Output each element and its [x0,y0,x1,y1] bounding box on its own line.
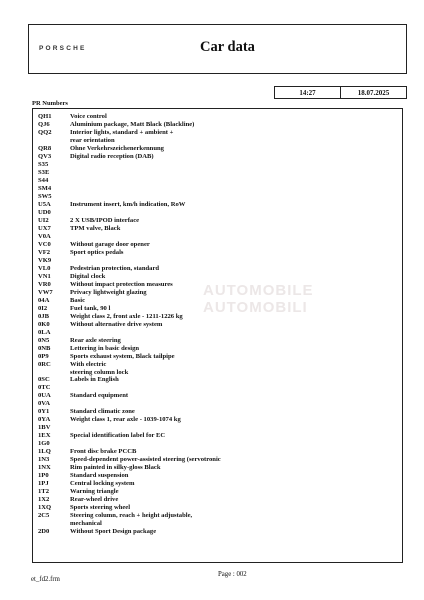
pr-description: Fuel tank, 90 l [70,304,111,312]
list-item [38,185,398,193]
list-item [38,408,398,416]
pr-code: 1P0 [38,472,49,480]
pr-description: Weight class 1, rear axle - 1039-1074 kg [70,416,181,424]
pr-description: Without garage door opener [70,240,150,248]
pr-description [70,209,398,217]
list-item [38,520,398,528]
pr-code: 0JB [38,312,49,320]
list-item [38,329,398,337]
time-cell: 14:27 [299,88,316,97]
section-label: PR Numbers [32,100,68,107]
list-item [38,456,398,464]
list-item [38,137,398,145]
pr-code: 0P9 [38,352,49,360]
pr-code: 1N3 [38,456,50,464]
pr-description [70,257,398,265]
pr-code: 1XQ [38,504,52,512]
pr-description: TPM valve, Black [70,224,121,232]
pr-code: UD0 [38,208,51,216]
pr-code: 0I2 [38,304,48,312]
brand-logo: PORSCHE [39,45,87,52]
pr-description: Aluminium package, Matt Black (Blackline) [70,120,195,128]
pr-code: 1T2 [38,488,49,496]
pr-code: S44 [38,176,49,184]
pr-code: 0NB [38,344,51,352]
list-item [38,321,398,329]
pr-code: 0TC [38,384,51,392]
pr-code: 0LA [38,328,51,336]
header-box [28,24,407,74]
list-item [38,416,398,424]
pr-code [38,520,70,528]
pr-description [70,440,398,448]
pr-code: UX7 [38,224,51,232]
list-item [38,464,398,472]
pr-description: Instrument insert, km/h indication, RoW [70,200,186,208]
date-cell: 18.07.2025 [340,87,406,98]
pr-description [70,384,398,392]
pr-numbers-list [38,113,398,536]
pr-description: Pedestrian protection, standard [70,264,160,272]
pr-code: QQ2 [38,128,52,136]
watermark-line: AUTOMOBILI [203,299,308,316]
list-item [38,424,398,432]
pr-code: QR8 [38,144,52,152]
pr-code: 0Y1 [38,408,50,416]
pr-code: 2D0 [38,528,50,536]
pr-description [70,424,398,432]
pr-code: 0RC [38,360,51,368]
pr-code: 0N5 [38,336,50,344]
list-item [38,257,398,265]
pr-description [70,169,398,177]
pr-code: 1PJ [38,480,49,488]
list-item [38,153,398,161]
list-item [38,512,398,520]
pr-numbers-box [32,108,403,563]
pr-description: Standard climatic zone [70,408,135,416]
pr-description: 2 X USB/IPOD interface [70,216,140,224]
pr-description: Sport optics pedals [70,248,124,256]
list-item [38,432,398,440]
pr-description: Without Sport Design package [70,528,157,536]
list-item [38,480,398,488]
pr-code: 0SC [38,376,50,384]
watermark-line: AUTOMOBILE [203,282,314,299]
list-item [38,201,398,209]
pr-description: mechanical [70,520,102,528]
pr-description [70,185,398,193]
pr-description: Front disc brake PCCB [70,448,137,456]
pr-code: 1LQ [38,448,51,456]
pr-description: rear orientation [70,136,115,144]
pr-code: 1X2 [38,496,50,504]
list-item [38,177,398,185]
list-item [38,161,398,169]
pr-description: Lettering in basic design [70,344,140,352]
list-item [38,353,398,361]
pr-code: QH1 [38,113,52,120]
list-item [38,113,398,121]
footer-page-number: Page : 002 [218,571,247,578]
pr-description: steering column lock [70,368,129,376]
pr-code: UI2 [38,216,49,224]
pr-code: SW5 [38,192,52,200]
pr-description: Rim painted in silky-gloss Black [70,464,161,472]
list-item [38,369,398,377]
list-item [38,233,398,241]
pr-description: Weight class 2, front axle - 1211-1226 kg [70,312,183,320]
pr-description: Steering column, reach + height adjustable, [70,512,193,520]
pr-description: Central locking system [70,480,135,488]
pr-code: SM4 [38,184,52,192]
list-item [38,376,398,384]
pr-code: QV3 [38,152,52,160]
list-item [38,496,398,504]
pr-code: U5A [38,200,51,208]
pr-code: QJ6 [38,120,50,128]
pr-code: VC0 [38,240,51,248]
list-item [38,400,398,408]
pr-description: Standard equipment [70,392,129,400]
list-item [38,121,398,129]
pr-description: Speed-dependent power-assisted steering (servotronic [70,456,221,464]
pr-description: Voice control [70,113,107,120]
pr-description: Without alternative drive system [70,320,163,328]
list-item [38,472,398,480]
list-item [38,217,398,225]
pr-code: 0K0 [38,320,50,328]
pr-description: Special identification label for EC [70,432,166,440]
pr-description: Rear axle steering [70,336,121,344]
pr-code: VR0 [38,280,51,288]
footer-filename: et_fd2.frm [31,576,60,583]
pr-description: Interior lights, standard + ambient + [70,128,174,136]
pr-description: Sports steering wheel [70,504,131,512]
pr-description: Standard suspension [70,472,129,480]
list-item [38,337,398,345]
pr-description: With electric [70,360,107,368]
pr-description [70,400,398,408]
list-item [38,265,398,273]
pr-description [70,161,398,169]
list-item [38,361,398,369]
list-item [38,273,398,281]
list-item [38,209,398,217]
pr-description [70,193,398,201]
list-item [38,448,398,456]
list-item [38,193,398,201]
pr-code: 1NX [38,464,51,472]
pr-code: VL0 [38,264,51,272]
pr-description: Digital clock [70,272,106,280]
list-item [38,225,398,233]
list-item [38,241,398,249]
pr-code: 2C5 [38,512,50,520]
pr-description [70,233,398,241]
pr-code: V0A [38,232,51,240]
pr-code: S35 [38,160,49,168]
pr-description: Ohne Verkehrszeichenerkennung [70,144,164,152]
list-item [38,488,398,496]
pr-code: 1BV [38,424,51,432]
pr-description: Rear-wheel drive [70,496,119,504]
list-item [38,440,398,448]
pr-description: Without impact protection measures [70,280,173,288]
page-title: Car data [200,39,255,55]
pr-code: S3E [38,168,50,176]
list-item [38,249,398,257]
pr-code: VK9 [38,256,52,264]
pr-description: Digital radio reception (DAB) [70,152,154,160]
pr-code [38,369,70,377]
pr-code: 04A [38,296,50,304]
pr-code: 1G0 [38,440,50,448]
timestamp-box [274,86,407,99]
pr-code: VW7 [38,288,53,296]
list-item [38,145,398,153]
pr-description: Labels in English [70,376,119,384]
list-item [38,129,398,137]
list-item [38,504,398,512]
list-item [38,345,398,353]
pr-description: Warning triangle [70,488,119,496]
pr-code: VN1 [38,272,51,280]
list-item [38,392,398,400]
pr-description: Sports exhaust system, Black tailpipe [70,352,175,360]
list-item [38,384,398,392]
watermark [203,282,314,316]
pr-code: VF2 [38,248,51,256]
list-item [38,528,398,536]
list-item [38,169,398,177]
pr-description [70,329,398,337]
pr-code: 1EX [38,432,51,440]
pr-code: 0UA [38,392,51,400]
pr-code: 0YA [38,416,51,424]
pr-description: Basic [70,296,86,304]
pr-code: 0VA [38,400,50,408]
pr-description [70,177,398,185]
pr-code [38,137,70,145]
pr-description: Privacy lightweight glazing [70,288,147,296]
